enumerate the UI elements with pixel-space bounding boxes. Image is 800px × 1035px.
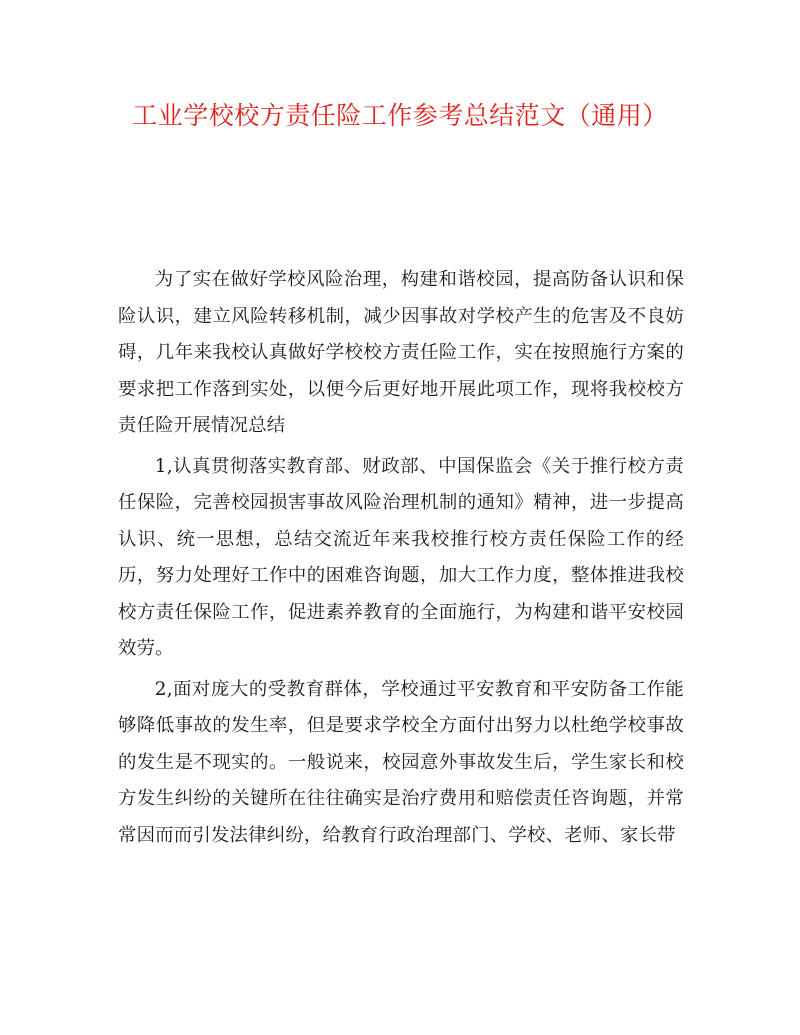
document-body: [118, 262, 684, 858]
paragraph-item-1: 1,认真贯彻落实教育部、财政部、中国保监会《关于推行校方责任保险，完善校园损害事故风险治理机制的通知》精神，进一步提高认识、统一思想，总结交流近年来我校推行校方责任保险工作的经历，努力处理好工作中的困难咨询题，加大工作力度，整体推进我校校方责任保险工作，促进素养教育的全面施行，为构建和谐平安校园效劳。: [118, 455, 684, 659]
paragraph-item-2: 2,面对庞大的受教育群体，学校通过平安教育和平安防备工作能够降低事故的发生率，但是要求学校全方面付出努力以杜绝学校事故的发生是不现实的。一般说来，校园意外事故发生后，学生家长和校方发生纠纷的关键所在往往确实是治疗费用和赔偿责任咨询题，并常常因而而引发法律纠纷，给教育行政治理部门、学校、老师、家长带: [118, 678, 684, 846]
document-title: 工业学校校方责任险工作参考总结范文（通用）: [132, 101, 668, 130]
paragraph-intro: 为了实在做好学校风险治理，构建和谐校园，提高防备认识和保险认识，建立风险转移机制，减少因事故对学校产生的危害及不良妨碍，几年来我校认真做好学校校方责任险工作，实在按照施行方案的要求把工作落到实处，以便今后更好地开展此项工作，现将我校校方责任险开展情况总结: [118, 269, 684, 436]
